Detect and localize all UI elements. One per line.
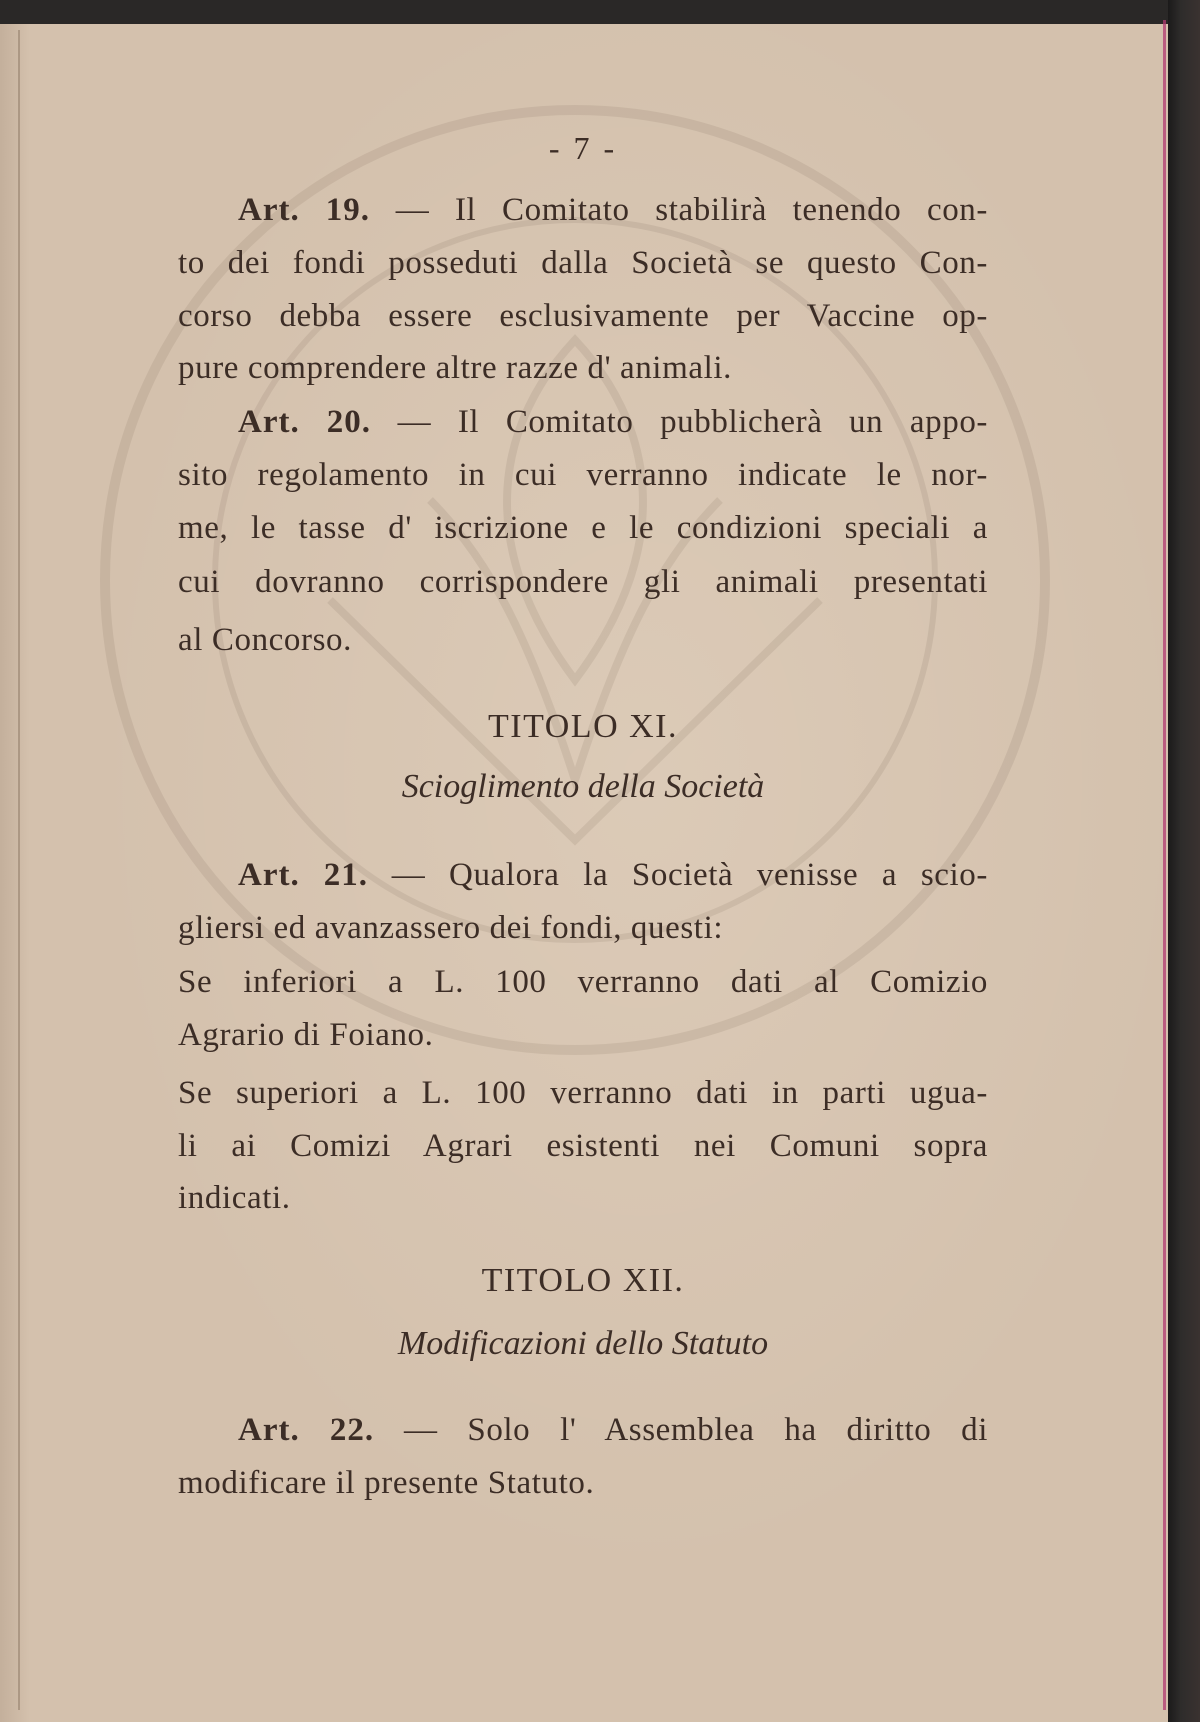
titolo-12-subtitle: Modificazioni dello Statuto <box>397 1325 769 1362</box>
article-21-line-6: li ai Comizi Agrari esistenti nei Comuni sopra <box>178 1128 988 1164</box>
titolo-12-heading: TITOLO XII. <box>481 1262 685 1299</box>
article-19-line-4: pure comprendere altre razze d' animali. <box>178 350 732 386</box>
article-21-line-5: Se superiori a L. 100 verranno dati in parti ugua- <box>178 1075 988 1111</box>
article-19-label: Art. 19. <box>238 192 371 228</box>
article-22-label: Art. 22. <box>238 1412 375 1448</box>
titolo-11-heading: TITOLO XI. <box>488 708 678 745</box>
article-21-line-7: indicati. <box>178 1180 291 1216</box>
article-21-line-1: Art. 21. — Qualora la Società venisse a scio- <box>238 857 988 893</box>
article-20-line-4: cui dovranno corrispondere gli animali presentati <box>178 564 988 600</box>
article-20-line-2: sito regolamento in cui verranno indicate le nor- <box>178 457 988 493</box>
article-20-label: Art. 20. <box>238 404 371 440</box>
article-19-line-3: corso debba essere esclusivamente per Vaccine op- <box>178 298 988 334</box>
article-22-line-1: Art. 22. — Solo l' Assemblea ha diritto di <box>238 1412 988 1448</box>
page-edge-mark <box>1163 20 1166 1710</box>
article-21-label: Art. 21. <box>238 857 369 893</box>
titolo-11-subtitle: Scioglimento della Società <box>401 768 765 805</box>
scan-right-border <box>1168 0 1200 1722</box>
article-21-line-3: Se inferiori a L. 100 verranno dati al Comizio <box>178 964 988 1000</box>
article-20-line-5: al Concorso. <box>178 622 353 658</box>
page-number: - 7 - <box>548 130 618 166</box>
article-20-line-3: me, le tasse d' iscrizione e le condizioni speciali a <box>178 510 988 546</box>
article-19-line-1: Art. 19. — Il Comitato stabilirà tenendo con- <box>238 192 988 228</box>
article-21-line-4: Agrario di Foiano. <box>178 1017 434 1053</box>
article-20-line-1: Art. 20. — Il Comitato pubblicherà un appo- <box>238 404 988 440</box>
article-22-line-2: modificare il presente Statuto. <box>178 1465 595 1501</box>
article-21-line-2: gliersi ed avanzassero dei fondi, questi: <box>178 910 724 946</box>
article-19-line-2: to dei fondi posseduti dalla Società se questo Con- <box>178 245 988 281</box>
